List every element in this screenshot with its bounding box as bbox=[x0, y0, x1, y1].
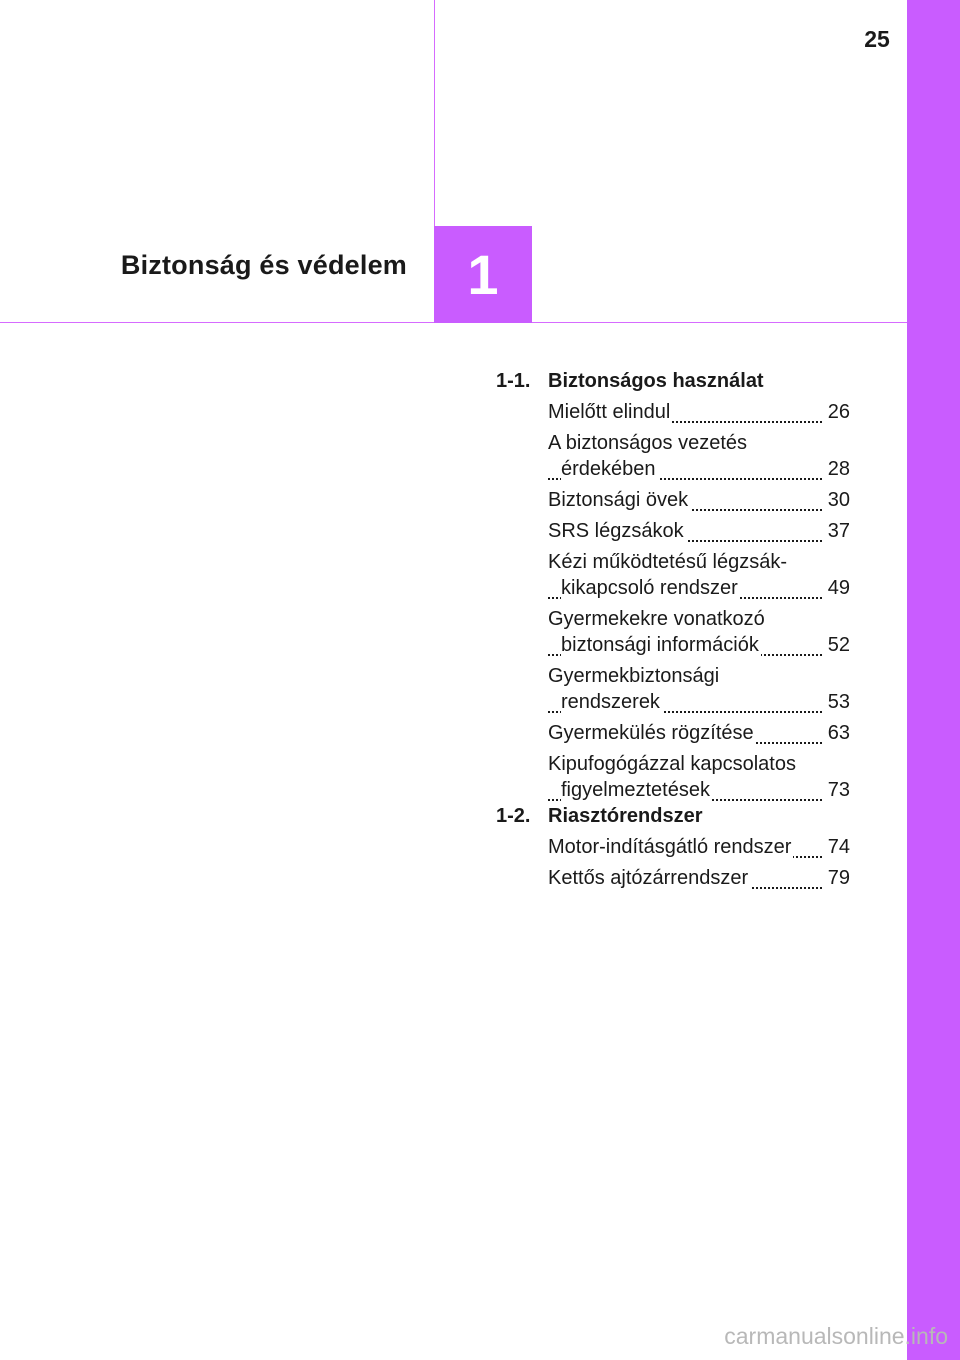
toc-section-heading[interactable] bbox=[490, 368, 850, 394]
toc-section-heading[interactable] bbox=[490, 803, 850, 829]
toc-entry-page: 63 bbox=[822, 720, 850, 746]
toc-entry-page: 37 bbox=[822, 518, 850, 544]
toc-entry-label: A biztonságos vezetés érdekében bbox=[548, 432, 748, 480]
toc-entry-page: 53 bbox=[822, 689, 850, 715]
toc-section-title: Biztonságos használat bbox=[548, 370, 764, 392]
toc-entry-label: Mielőtt elindul bbox=[548, 401, 671, 423]
toc-entry[interactable] bbox=[548, 834, 850, 860]
toc-entry-label: Kipufogógázzal kapcsolatos figyelmeztetések bbox=[548, 753, 796, 801]
watermark-text: carmanualsonline.info bbox=[724, 1323, 948, 1349]
toc-entry[interactable] bbox=[548, 549, 850, 601]
toc-entry-label: Gyermekülés rögzítése bbox=[548, 722, 754, 744]
toc-entry-label: Biztonsági övek bbox=[548, 489, 689, 511]
toc-section bbox=[490, 803, 850, 891]
toc-entry-page: 26 bbox=[822, 399, 850, 425]
toc-entry[interactable] bbox=[548, 430, 850, 482]
chapter-number: 1 bbox=[467, 243, 499, 306]
toc-entry[interactable] bbox=[548, 518, 850, 544]
toc-entry-page: 52 bbox=[822, 632, 850, 658]
toc-entry-page: 49 bbox=[822, 575, 850, 601]
toc-entry-label: Gyermekbiztonsági rendszerek bbox=[548, 665, 720, 713]
toc-entry-label: Kettős ajtózárrendszer bbox=[548, 867, 749, 889]
toc-entry[interactable] bbox=[548, 751, 850, 803]
toc-entry-label: Motor-indításgátló rendszer bbox=[548, 836, 792, 858]
toc-section-number: 1-2. bbox=[496, 805, 531, 827]
toc-entry[interactable] bbox=[548, 606, 850, 658]
chapter-title: Biztonság és védelem bbox=[120, 250, 407, 280]
toc-entry[interactable] bbox=[548, 720, 850, 746]
toc-entry-label: Kézi működtetésű légzsák-kikapcsoló rendszer bbox=[548, 551, 788, 599]
toc-entry-page: 28 bbox=[822, 456, 850, 482]
toc-entry[interactable] bbox=[548, 865, 850, 891]
toc-entry[interactable] bbox=[548, 487, 850, 513]
vertical-divider bbox=[434, 0, 435, 226]
toc-entry-label: Gyermekekre vonatkozó biztonsági információk bbox=[548, 608, 765, 656]
toc-section bbox=[490, 368, 850, 803]
table-of-contents bbox=[490, 368, 850, 891]
toc-entry[interactable] bbox=[548, 399, 850, 425]
toc-entry-page: 73 bbox=[822, 777, 850, 803]
page-number: 25 bbox=[864, 26, 890, 52]
chapter-side-strip bbox=[907, 0, 960, 1360]
toc-entry[interactable] bbox=[548, 663, 850, 715]
toc-entry-page: 79 bbox=[822, 865, 850, 891]
toc-entry-label: SRS légzsákok bbox=[548, 520, 684, 542]
toc-entry-page: 74 bbox=[822, 834, 850, 860]
chapter-number-badge bbox=[434, 226, 532, 323]
toc-entry-page: 30 bbox=[822, 487, 850, 513]
toc-section-number: 1-1. bbox=[496, 370, 531, 392]
toc-section-title: Riasztórendszer bbox=[548, 805, 703, 827]
